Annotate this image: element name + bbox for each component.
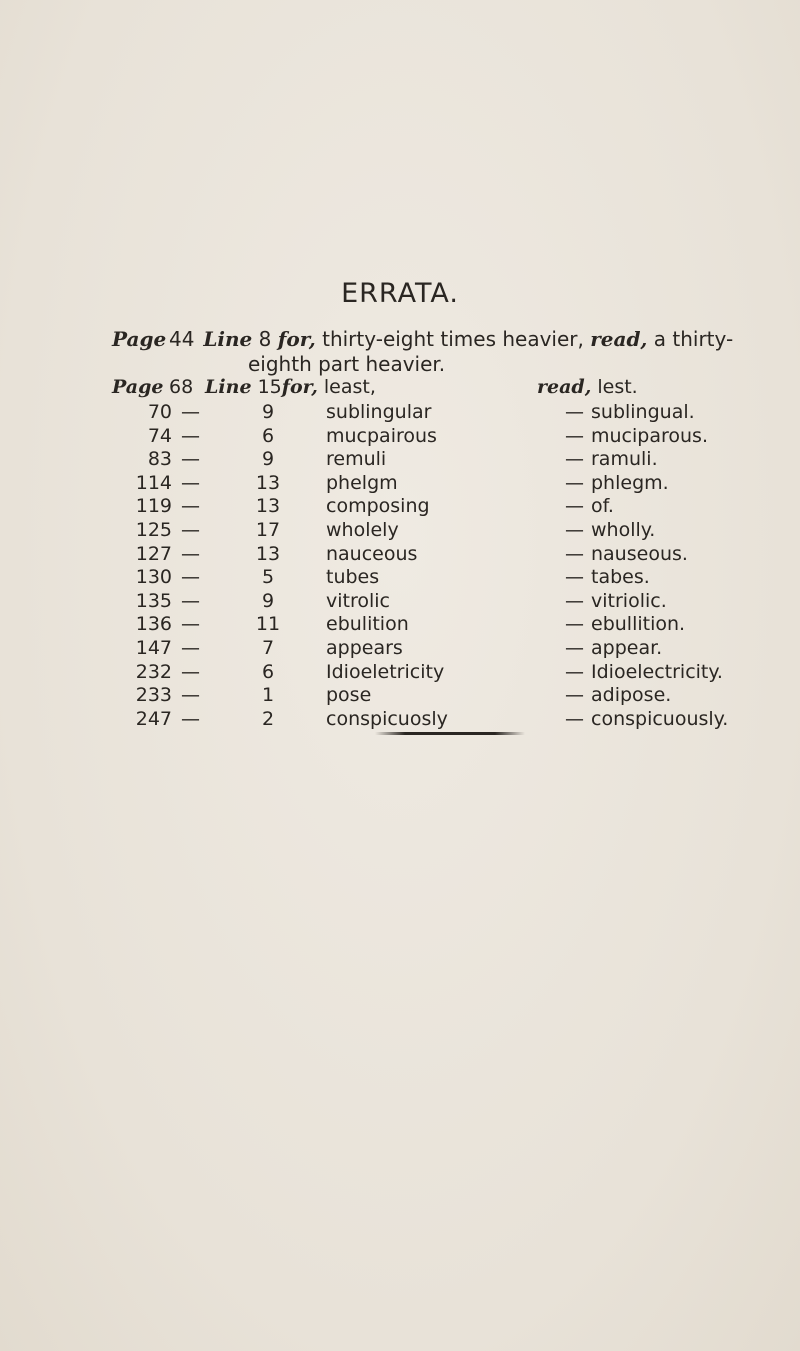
dash: — — [565, 613, 584, 636]
page-number: 135 — [135, 589, 172, 612]
page-number: 119 — [135, 495, 172, 518]
line-number: 9 — [261, 401, 275, 423]
line-number: 13 — [255, 495, 281, 518]
dash: — — [565, 542, 584, 565]
line-label: Line — [203, 327, 253, 351]
correct-text: conspicuously. — [591, 707, 729, 730]
correct-text: Idioelectricity. — [591, 660, 723, 683]
wrong-text: ebulition — [326, 613, 409, 636]
line-number: 6 — [261, 424, 275, 447]
read-label: read, — [537, 376, 592, 398]
line-number: 6 — [261, 660, 275, 683]
dash: — — [565, 660, 584, 683]
errata-row — [0, 448, 800, 472]
correct-text: ebullition. — [591, 613, 686, 636]
dash: — — [565, 707, 584, 730]
errata-row — [0, 613, 800, 637]
correct-text: a thirty- — [653, 327, 734, 351]
dash: — — [181, 637, 200, 659]
page-number: 83 — [147, 448, 172, 471]
correct-text: nauseous. — [591, 542, 688, 565]
wrong-text: nauceous — [326, 542, 418, 565]
dash: — — [181, 542, 200, 565]
dash: — — [181, 424, 200, 447]
correct-text: lest. — [597, 376, 638, 398]
errata-row — [0, 495, 800, 519]
dash: — — [565, 589, 584, 612]
dash: — — [181, 566, 200, 589]
page-label: Page — [112, 376, 164, 398]
wrong-text: appears — [326, 637, 403, 659]
dash: — — [181, 519, 200, 541]
page-label: Page — [112, 327, 167, 351]
wrong-text: vitrolic — [326, 589, 390, 612]
correct-text: ramuli. — [591, 448, 658, 471]
line-number: 13 — [255, 542, 281, 565]
wrong-text: Idioeletricity — [326, 660, 445, 683]
errata-entry-header-correction — [537, 376, 638, 398]
errata-row — [0, 401, 800, 425]
page-number: 68 — [169, 376, 194, 398]
page-number: 127 — [135, 542, 172, 565]
dash: — — [565, 471, 584, 494]
dash: — — [565, 684, 584, 707]
correct-text: wholly. — [591, 519, 656, 541]
errata-row — [0, 637, 800, 661]
for-label: for, — [281, 376, 318, 398]
wrong-text: tubes — [326, 566, 380, 589]
wrong-text: thirty-eight times heavier, — [322, 327, 584, 351]
errata-row — [0, 590, 800, 614]
wrong-text: sublingular — [326, 401, 432, 423]
line-number: 8 — [258, 327, 272, 351]
errata-row — [0, 661, 800, 685]
line-number: 7 — [261, 637, 275, 659]
page-number: 130 — [135, 566, 172, 589]
dash: — — [181, 448, 200, 471]
line-number: 9 — [261, 589, 275, 612]
wrong-text: wholely — [326, 519, 399, 541]
wrong-text: mucpairous — [326, 424, 437, 447]
page-number: 70 — [147, 401, 172, 423]
errata-row — [0, 472, 800, 496]
correct-text: vitriolic. — [591, 589, 667, 612]
correct-text: phlegm. — [591, 471, 669, 494]
correct-text: muciparous. — [591, 424, 708, 447]
dash: — — [565, 401, 584, 423]
read-label: read, — [590, 327, 648, 351]
dash: — — [181, 660, 200, 683]
errata-entry-header — [112, 376, 376, 398]
dash: — — [565, 424, 584, 447]
dash: — — [565, 448, 584, 471]
page-number: 136 — [135, 613, 172, 636]
page-number: 233 — [135, 684, 172, 707]
dash: — — [565, 566, 584, 589]
correct-text: sublingual. — [591, 401, 695, 423]
dash: — — [565, 495, 584, 518]
page-number: 125 — [135, 519, 172, 541]
errata-row — [0, 519, 800, 543]
line-label: Line — [205, 376, 252, 398]
errata-row — [0, 425, 800, 449]
correct-text: tabes. — [591, 566, 650, 589]
page-number: 44 — [169, 327, 195, 351]
dash: — — [181, 684, 200, 707]
errata-row — [0, 543, 800, 567]
dash: — — [565, 637, 584, 659]
wrong-text: phelgm — [326, 471, 398, 494]
wrong-text: pose — [326, 684, 372, 707]
line-number: 11 — [255, 613, 281, 636]
page-number: 74 — [147, 424, 172, 447]
page-title: ERRATA. — [341, 278, 459, 309]
line-number: 5 — [261, 566, 275, 589]
errata-entry-first — [112, 327, 733, 351]
line-number: 13 — [255, 471, 281, 494]
dash: — — [181, 495, 200, 518]
dash: — — [565, 519, 584, 541]
line-number: 17 — [255, 519, 281, 541]
correct-text-continued: eighth part heavier. — [248, 352, 446, 376]
wrong-text: composing — [326, 495, 430, 518]
page-number: 114 — [135, 471, 172, 494]
errata-row — [0, 684, 800, 708]
wrong-text: least, — [323, 376, 376, 398]
dash: — — [181, 613, 200, 636]
dash: — — [181, 471, 200, 494]
for-label: for, — [277, 327, 316, 351]
page-number: 232 — [135, 660, 172, 683]
correct-text: appear. — [591, 637, 663, 659]
line-number: 9 — [261, 448, 275, 471]
dash: — — [181, 401, 200, 423]
page-number: 247 — [135, 707, 172, 730]
divider-rule — [375, 732, 525, 735]
dash: — — [181, 707, 200, 730]
errata-row — [0, 708, 800, 732]
page-number: 147 — [135, 637, 172, 659]
correct-text: adipose. — [591, 684, 672, 707]
line-number: 2 — [261, 707, 275, 730]
dash: — — [181, 589, 200, 612]
correct-text: of. — [591, 495, 614, 518]
wrong-text: remuli — [326, 448, 387, 471]
line-number: 1 — [261, 684, 275, 707]
line-number: 15 — [257, 376, 282, 398]
errata-row — [0, 566, 800, 590]
wrong-text: conspicuosly — [326, 707, 448, 730]
